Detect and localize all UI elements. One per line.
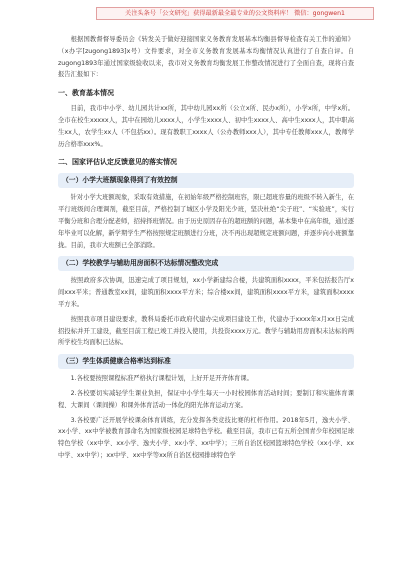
subsection-2-2-heading: （二）学校教学与辅助用房面积不达标情况整改完成: [58, 256, 354, 271]
subsection-2-1-paragraph: 针对小学大班额现象，采取有效措施，在初始年级严格控制班容，限已超班容量的班级不转入新生，在平行班级间合理调剂，截至目前，严格控制了城区小学及阳光少班，坚决杜绝“尖子班”、“实验班”，实行平衡分班和合理分配老师，招持择班情况。由于历史原因存在的超班额的问题，基本集中在高年级，通过逐年毕业可以化解，新学期学生严格按照规定班额进行分班，决不再出现超规定班额问题，并逐步向小班额靠拢。目前，我市大班额已全部消除。: [58, 194, 354, 249]
subsection-2-1-heading: （一）小学大班额现象得到了有效控制: [58, 173, 354, 188]
section-1-paragraph: 目前，我市中小学、幼儿园共计xx所，其中幼儿园xx所（公立x所、民办x所），小学x所，中学x所。全市在校生xxxxx人，其中在园幼儿xxxx人，小学生xxxx人、初中生xxxx人、高中生xxxx人，其中职高生xx人，农学生xx人（不包括xx）。现有教职工xxxx人（公办教师xxx人），其中专任教师xxx人，教师学历合格率xxx%。: [58, 105, 354, 148]
intro-paragraph: 根据国教督督导委员会《转发关于做好迎接国家义务教育发展基本均衡县督导检查有关工作的通知》（x办字[zugong1893]x号）文件要求，对全市义务教育发展基本均衡情况认真进行了自查自评。自zugong1893年通过国家级验收以来，我市对义务教育均衡发展工作整改情况进行了全面自查，现将自查报告汇报如下：: [58, 36, 354, 79]
subsection-2-3-paragraph-3: 3.各校要广泛开展学校课余体育训练，充分发挥各类竞技比赛的杠杆作用。2018年5月，逸夫小学、xx小学、xx中学被教育部命名为国家级校园足球特色学校。截至目前，我市已有五所全国青少年校园足球特色学校（xx中学、xx小学、逸夫小学、xx小学、xx中学）；三所自治区校园篮球特色学校（xx小学、xx中学、xx中学）；xx中学、xx中学等xx所自治区校园排球特色学: [58, 416, 354, 459]
subsection-2-3-heading: （三）学生体质健康合格率达到标准: [58, 354, 354, 369]
header-banner: 关注头条号「公文研究」获得最新最全最专业的公文资料库！ 微信：gongwen1: [96, 7, 374, 20]
section-2-heading: 二、国家评估认定反馈意见的落实情况: [58, 158, 177, 167]
subsection-2-3-paragraph-1: 1.各校要按照课程标准严格执行课程计划，上好开足开齐体育课。: [70, 375, 253, 383]
subsection-2-2-paragraph-1: 按照政府多次协调，迅速完成了项目规划，xx小学新建综合楼，共建筑面积xxxx，平米包括报告厅x间xxx平米；普通教室xx间，建筑面积xxxx平方米；综合楼xx间，建筑面积xxxx平方米，建筑面积xxxx平方米。: [58, 277, 354, 308]
document-body: [58, 34, 354, 465]
subsection-2-3-paragraph-2: 2.各校要切实减轻学生课业负担，保证中小学生每天一小时校园体育活动时间；要制订和实施体育课程、大课间（课间操）和课外体育活动一体化的阳光体育运动方案。: [58, 389, 354, 409]
subsection-2-2-paragraph-2: 按照我市项目建设要求，教科局委托市政府代建办完成项目建设工作，代建办于xxxx年x月xx日完成招投标并开工建设，截至目前工程已竣工并投入使用，共投资xxxx万元。教学与辅助用房面积未达标的两所学校生均面积已达标。: [58, 315, 354, 347]
section-1-heading: 一、教育基本情况: [58, 89, 114, 98]
